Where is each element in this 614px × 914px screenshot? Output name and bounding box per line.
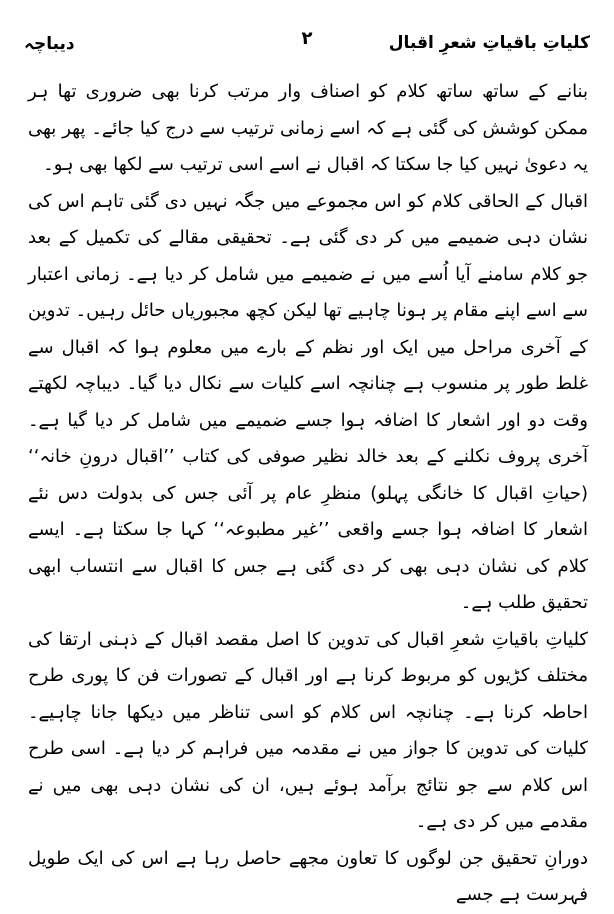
paragraph: کلیاتِ باقیاتِ شعرِ اقبال کی تدوین کا اصل مقصد اقبال کے ذہنی ارتقا کی مختلف کڑیوں کو مربوط کرنا ہے اور اقبال کے تصورات فن کا پوری طرح احاطہ کرنا ہے۔ چنانچہ اس کلام کو اسی تناظر میں دیکھا جانا چاہیے۔ کلیات کی تدوین کا جواز میں نے مقدمہ میں فراہم کر دیا ہے۔ اسی طرح اس کلام سے جو نتائج برآمد ہوئے ہیں، ان کی نشان دہی بھی میں نے مقدمے میں کر دی ہے۔ (28, 628, 588, 832)
page-number: ۲ (301, 28, 313, 49)
page-body (28, 74, 588, 914)
page-header (24, 28, 590, 58)
paragraph: بنانے کے ساتھ ساتھ کلام کو اصناف وار مرتب کرنا بھی ضروری تھا ہر ممکن کوشش کی گئی ہے کہ اسے زمانی ترتیب سے درج کیا جائے۔ پھر بھی یہ دعویٰ نہیں کیا جا سکتا کہ اقبال نے اسے اسی ترتیب سے لکھا بھی ہو۔ (28, 81, 588, 175)
book-title: کلیاتِ باقیاتِ شعرِ اقبال (388, 33, 590, 53)
section-title: دیباچہ (24, 33, 75, 54)
paragraph: دورانِ تحقیق جن لوگوں کا تعاون مجھے حاصل رہا ہے اس کی ایک طویل فہرست ہے جسے (28, 847, 588, 905)
paragraph: اقبال کے الحاقی کلام کو اس مجموعے میں جگہ نہیں دی گئی تاہم اس کی نشان دہی ضمیمے میں کر دی گئی ہے۔ تحقیقی مقالے کی تکمیل کے بعد جو کلام سامنے آیا اُسے میں نے ضمیمے میں شامل کر دیا ہے۔ زمانی اعتبار سے اسے اپنے مقام پر ہونا چاہیے تھا لیکن کچھ مجبوریاں حائل رہیں۔ تدوین کے آخری مراحل میں ایک اور نظم کے بارے میں معلوم ہوا کہ اقبال سے غلط طور پر منسوب ہے چنانچہ اسے کلیات سے نکال دیا گیا۔ دیباچہ لکھتے وقت دو اور اشعار کا اضافہ ہوا جسے ضمیمے میں شامل کر دیا گیا ہے۔ آخری پروف نکلنے کے بعد خالد نظیر صوفی کی کتاب ’’اقبال درونِ خانہ‘‘ (حیاتِ اقبال کا خانگی پہلو) منظرِ عام پر آئی جس کی بدولت دس نئے اشعار کا اضافہ ہوا جسے واقعی ’’غیر مطبوعہ‘‘ کہا جا سکتا ہے۔ ایسے کلام کی نشان دہی بھی کر دی گئی ہے جس کا اقبال سے انتساب ابھی تحقیق طلب ہے۔ (28, 190, 588, 613)
